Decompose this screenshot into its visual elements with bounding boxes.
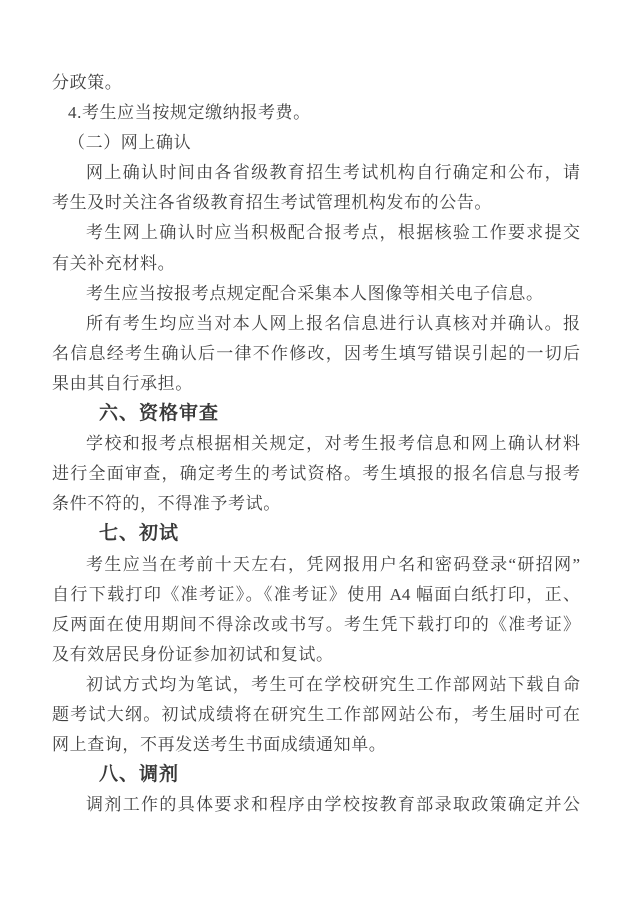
- text-line: 反两面在使用期间不得涂改或书写。考生凭下载打印的《准考证》: [52, 614, 580, 634]
- text-line: 考生及时关注各省级教育招生考试管理机构发布的公告。: [52, 193, 492, 213]
- section-heading-adjustment: 八、调剂: [99, 764, 180, 786]
- text-line: 条件不符的，不得准予考试。: [52, 494, 281, 514]
- subsection-heading-online-confirmation: （二）网上确认: [68, 133, 192, 153]
- text-line: 初试方式均为笔试，考生可在学校研究生工作部网站下载自命: [86, 674, 580, 694]
- numbered-item-4: 4.考生应当按规定缴纳报考费。: [68, 103, 311, 123]
- section-heading-initial-exam: 七、初试: [99, 523, 180, 545]
- text-line: 及有效居民身份证参加初试和复试。: [52, 644, 334, 664]
- text-line: 网上查询，不再发送考生书面成绩通知单。: [52, 735, 387, 755]
- text-line: 考生网上确认时应当积极配合报考点，根据核验工作要求提交: [86, 223, 580, 243]
- document-text-column: [52, 68, 580, 820]
- text-line: 有关补充材料。: [52, 253, 176, 273]
- text-line: 学校和报考点根据相关规定，对考生报考信息和网上确认材料: [86, 434, 580, 454]
- text-line: 考生应当按报考点规定配合采集本人图像等相关电子信息。: [86, 283, 544, 303]
- text-line: 自行下载打印《准考证》。《准考证》使用 A4 幅面白纸打印，正、: [52, 584, 580, 604]
- text-line: 所有考生均应当对本人网上报名信息进行认真核对并确认。报: [86, 313, 580, 333]
- text-line: 考生应当在考前十天左右，凭网报用户名和密码登录“研招网”: [86, 554, 580, 574]
- text-line: 名信息经考生确认后一律不作修改，因考生填写错误引起的一切后: [52, 343, 580, 363]
- text-line: 调剂工作的具体要求和程序由学校按教育部录取政策确定并公: [86, 795, 580, 815]
- text-line: 进行全面审查，确定考生的考试资格。考生填报的报名信息与报考: [52, 464, 580, 484]
- section-heading-qualification-review: 六、资格审查: [99, 403, 220, 425]
- text-line: 题考试大纲。初试成绩将在研究生工作部网站公布，考生届时可在: [52, 704, 580, 724]
- text-line: 果由其自行承担。: [52, 373, 193, 393]
- text-line-continuation: 分政策。: [52, 73, 123, 92]
- text-line: 网上确认时间由各省级教育招生考试机构自行确定和公布，请: [86, 163, 580, 183]
